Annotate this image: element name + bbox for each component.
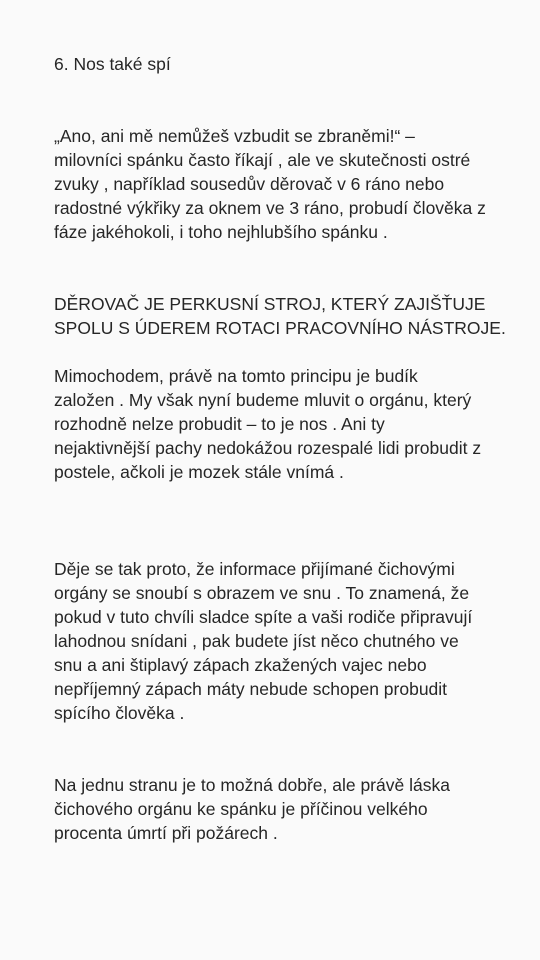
section-heading: 6. Nos také spí [54, 54, 171, 74]
paragraph-line: postele, ačkoli je mozek stále vnímá . [54, 462, 344, 482]
paragraph-line: lahodnou snídani , pak budete jíst něco chutného ve [54, 631, 459, 651]
paragraph-line: Děje se tak proto, že informace přijímané čichovými [54, 559, 455, 579]
paragraph-line: čichového orgánu ke spánku je příčinou velkého [54, 799, 428, 819]
paragraph-line: orgány se snoubí s obrazem ve snu . To znamená, že [54, 583, 470, 603]
paragraph-line: spícího člověka . [54, 703, 185, 723]
paragraph-line: milovníci spánku často říkají , ale ve skutečnosti ostré [54, 150, 471, 170]
paragraph-line: DĚROVAČ JE PERKUSNÍ STROJ, KTERÝ ZAJIŠŤUJE [54, 294, 486, 314]
paragraph-line: Na jednu stranu je to možná dobře, ale právě láska [54, 775, 450, 795]
paragraph-line: nejaktivnější pachy nedokážou rozespalé lidi probudit z [54, 438, 482, 458]
paragraph-line: zvuky , například sousedův děrovač v 6 ráno nebo [54, 174, 445, 194]
paragraph-alarm-sounds [54, 124, 486, 244]
paragraph-fire-deaths [54, 773, 450, 845]
paragraph-line: procenta úmrtí při požárech . [54, 823, 278, 843]
paragraph-line: „Ano, ani mě nemůžeš vzbudit se zbraněmi!“ – [54, 126, 415, 146]
paragraph-line: nepříjemný zápach máty nebude schopen probudit [54, 679, 448, 699]
paragraph-line: pokud v tuto chvíli sladce spíte a vaši rodiče připravují [54, 607, 473, 627]
paragraph-line: SPOLU S ÚDEREM ROTACI PRACOVNÍHO NÁSTROJE. [54, 318, 506, 338]
paragraph-line: snu a ani štiplavý zápach zkažených vajec nebo [54, 655, 427, 675]
paragraph-smell-dreams [54, 557, 472, 725]
paragraph-line: rozhodně nelze probudit – to je nos . Ani ty [54, 414, 385, 434]
paragraph-drill-definition [54, 292, 506, 340]
paragraph-nose-sleeps [54, 364, 481, 484]
paragraph-line: radostné výkřiky za oknem ve 3 ráno, probudí člověka z [54, 198, 486, 218]
paragraph-line: fáze jakéhokoli, i toho nejhlubšího spánku . [54, 222, 388, 242]
paragraph-line: Mimochodem, právě na tomto principu je budík [54, 366, 418, 386]
paragraph-line: založen . My však nyní budeme mluvit o orgánu, který [54, 390, 472, 410]
